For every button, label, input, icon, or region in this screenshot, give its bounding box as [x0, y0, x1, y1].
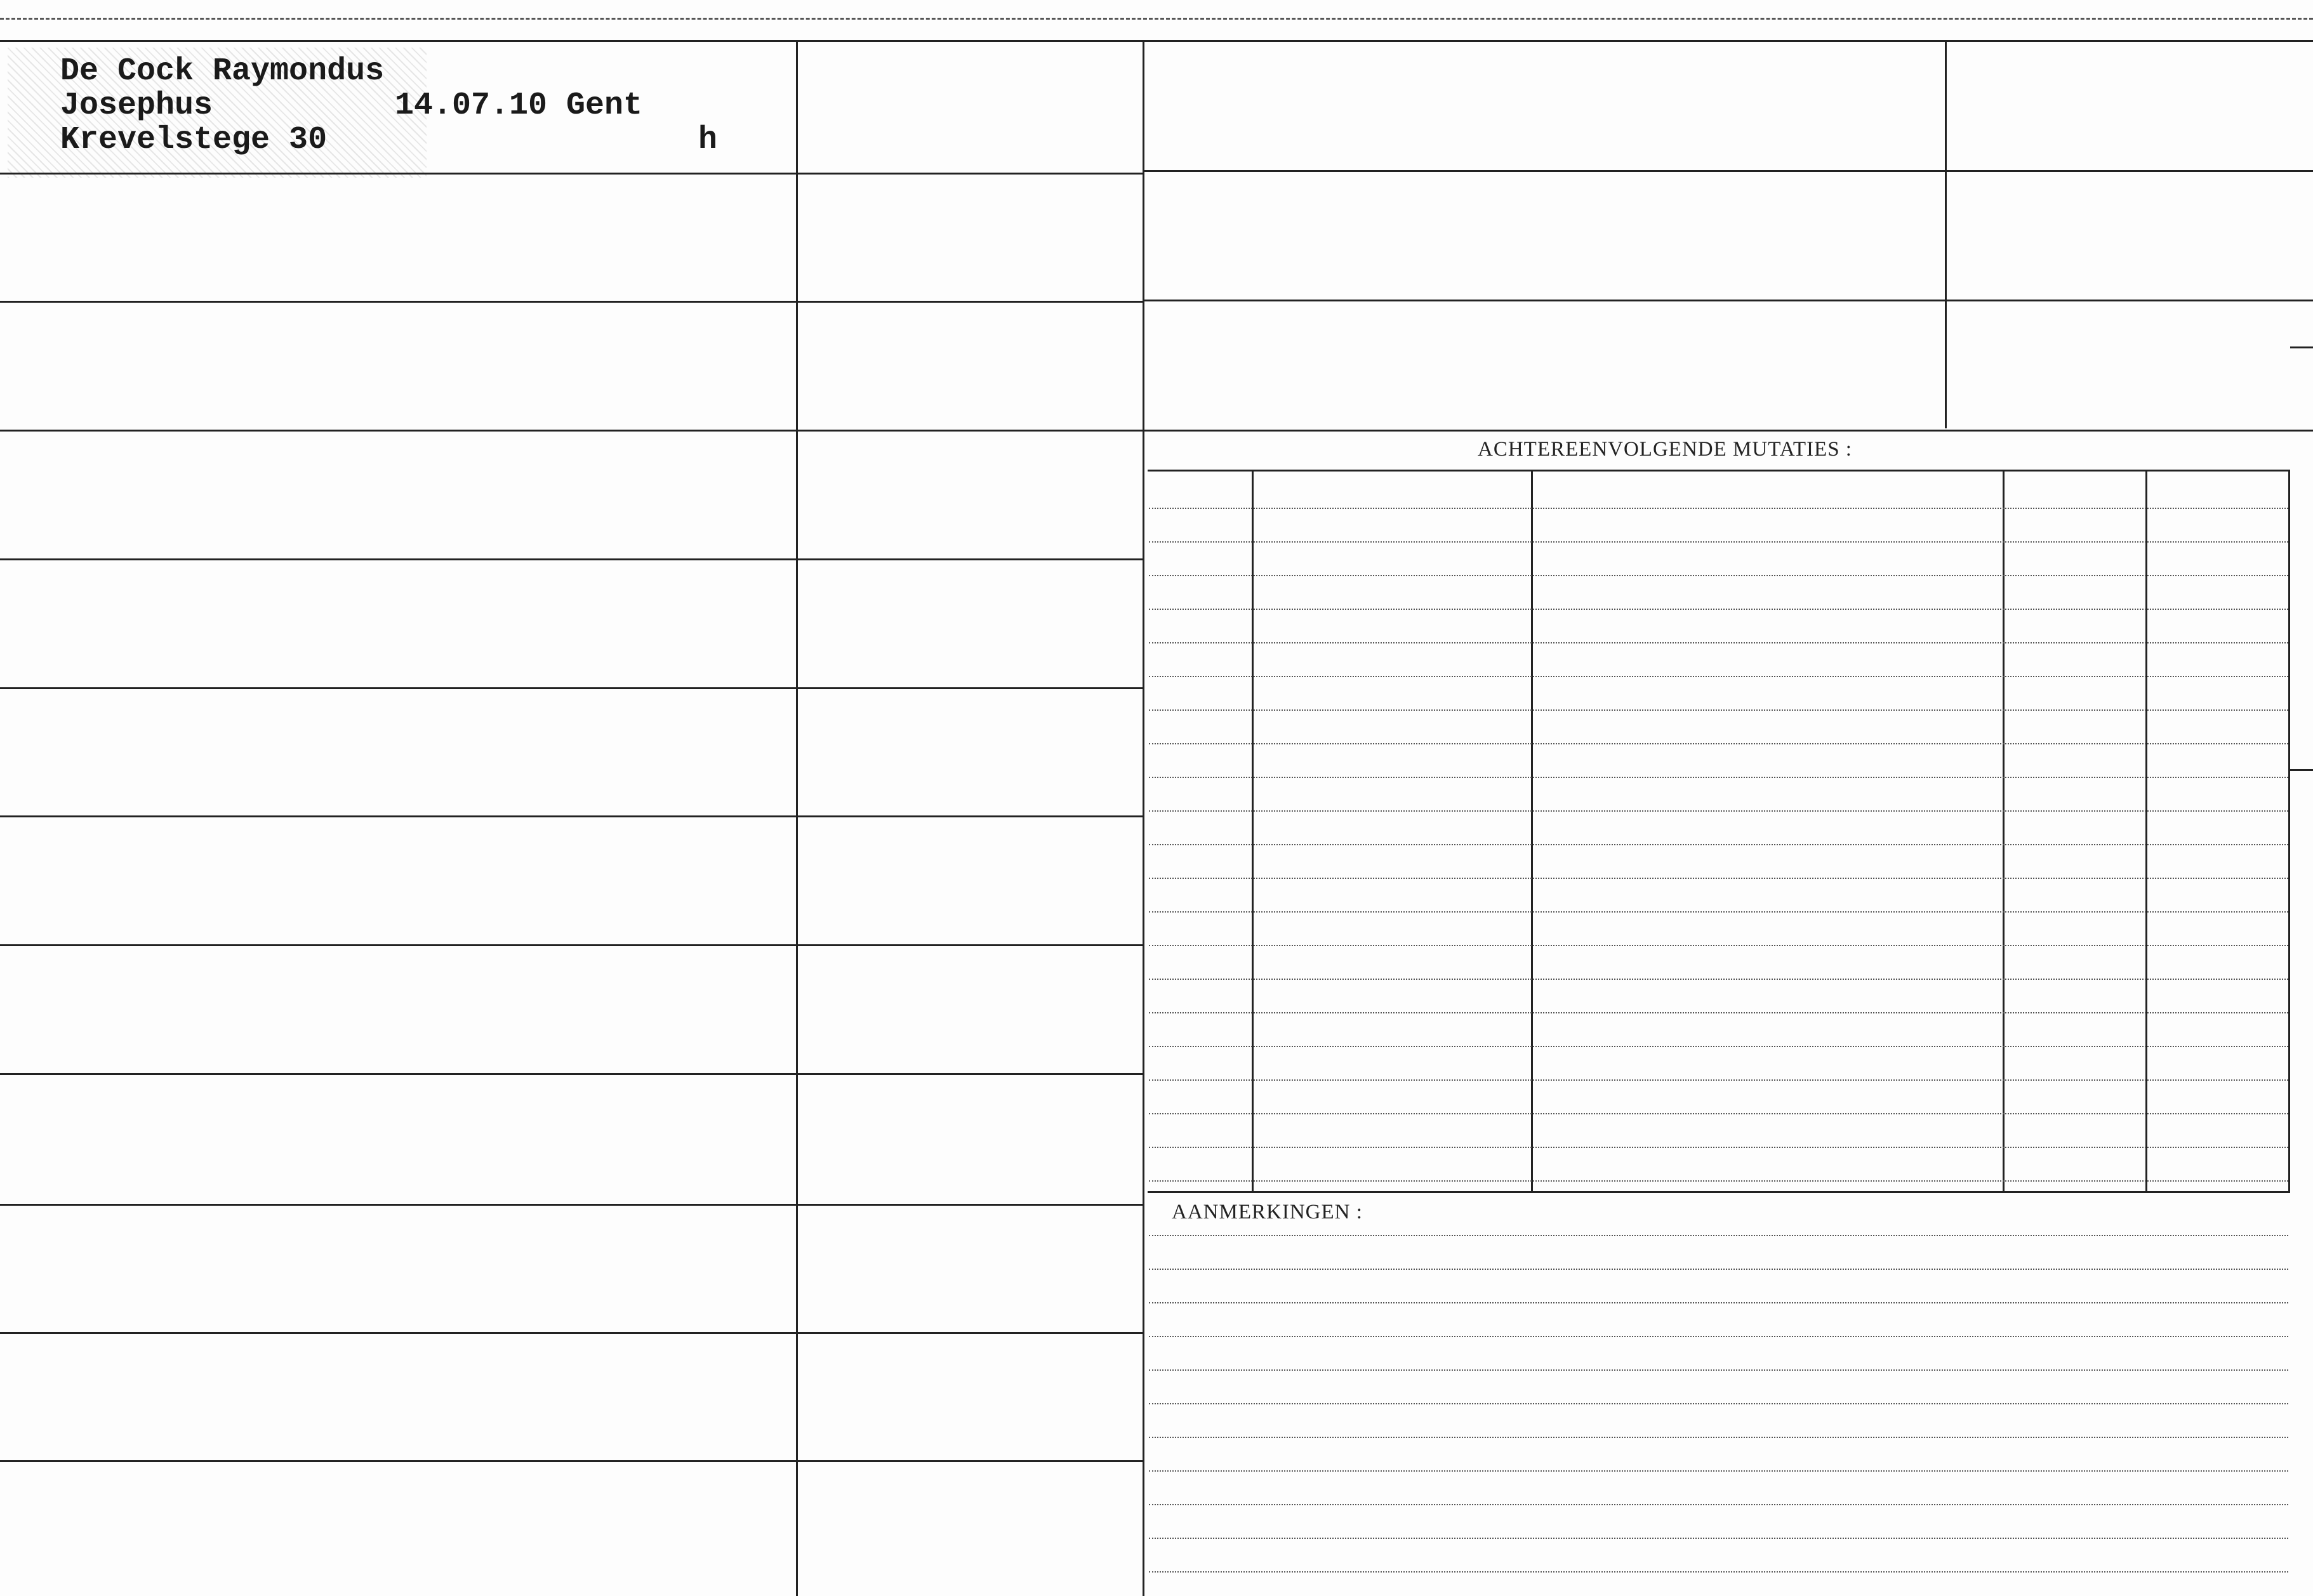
card-top-border	[0, 40, 2313, 42]
row-line	[0, 1332, 1143, 1334]
mutation-ruled-line	[1149, 709, 2288, 711]
mutation-ruled-line	[1149, 1079, 2288, 1081]
row-line	[0, 430, 1143, 432]
remarks-heading: AANMERKINGEN :	[1172, 1201, 1363, 1223]
mutation-ruled-line	[1149, 1046, 2288, 1047]
row-line	[0, 944, 1143, 946]
mutation-ruled-line	[1149, 1180, 2288, 1182]
row-line	[0, 1204, 1143, 1206]
right-row-line	[1143, 430, 2313, 432]
person-name-line1: De Cock Raymondus	[60, 53, 385, 89]
left-column-divider	[796, 40, 798, 1596]
card-top-edge	[0, 18, 2313, 20]
remark-ruled-line	[1149, 1470, 2288, 1472]
mutation-ruled-line	[1149, 541, 2288, 543]
remark-ruled-line	[1149, 1538, 2288, 1539]
mutations-table-bottom	[1148, 1191, 2290, 1193]
mutation-ruled-line	[1149, 844, 2288, 845]
mutations-col-line	[1531, 470, 1533, 1191]
gender-mark: h	[698, 122, 718, 158]
person-name-line2: Josephus	[60, 88, 213, 124]
remark-ruled-line	[1149, 1235, 2288, 1236]
mutation-ruled-line	[1149, 676, 2288, 677]
mutations-table-top	[1148, 470, 2290, 472]
mutations-col-line	[2288, 470, 2290, 1191]
row-line	[0, 1073, 1143, 1075]
mutation-ruled-line	[1149, 508, 2288, 509]
mutation-ruled-line	[1149, 642, 2288, 643]
right-box-divider	[1945, 40, 1947, 428]
row-line	[0, 558, 1143, 560]
mutations-col-line	[1252, 470, 1254, 1191]
remark-ruled-line	[1149, 1302, 2288, 1303]
mutation-ruled-line	[1149, 1113, 2288, 1114]
birth-date-place: 14.07.10 Gent	[395, 88, 643, 124]
right-row-line	[1143, 170, 2313, 172]
mutation-ruled-line	[1149, 1012, 2288, 1013]
remark-ruled-line	[1149, 1403, 2288, 1404]
row-line	[0, 1460, 1143, 1462]
remark-ruled-line	[1149, 1571, 2288, 1573]
mutation-ruled-line	[1149, 945, 2288, 946]
mutation-ruled-line	[1149, 979, 2288, 980]
remark-ruled-line	[1149, 1269, 2288, 1270]
row-line	[0, 301, 1143, 303]
remark-ruled-line	[1149, 1437, 2288, 1438]
mutation-ruled-line	[1149, 911, 2288, 913]
row-line	[0, 687, 1143, 689]
mutation-ruled-line	[1149, 810, 2288, 812]
row-line	[0, 815, 1143, 817]
mutations-col-line	[2145, 470, 2147, 1191]
middle-column-divider	[1143, 40, 1144, 1596]
mutation-ruled-line	[1149, 777, 2288, 778]
mutations-heading: ACHTEREENVOLGENDE MUTATIES :	[1478, 438, 1852, 461]
margin-tick	[2290, 769, 2313, 771]
person-address: Krevelstege 30	[60, 122, 328, 158]
mutation-ruled-line	[1149, 575, 2288, 576]
remark-ruled-line	[1149, 1504, 2288, 1505]
mutation-ruled-line	[1149, 743, 2288, 744]
margin-tick	[2290, 346, 2313, 348]
mutations-col-line	[2003, 470, 2005, 1191]
remark-ruled-line	[1149, 1336, 2288, 1337]
right-row-line	[1143, 300, 2313, 301]
mutation-ruled-line	[1149, 609, 2288, 610]
mutation-ruled-line	[1149, 878, 2288, 879]
mutation-ruled-line	[1149, 1147, 2288, 1148]
row-line	[0, 173, 1143, 175]
remark-ruled-line	[1149, 1369, 2288, 1371]
